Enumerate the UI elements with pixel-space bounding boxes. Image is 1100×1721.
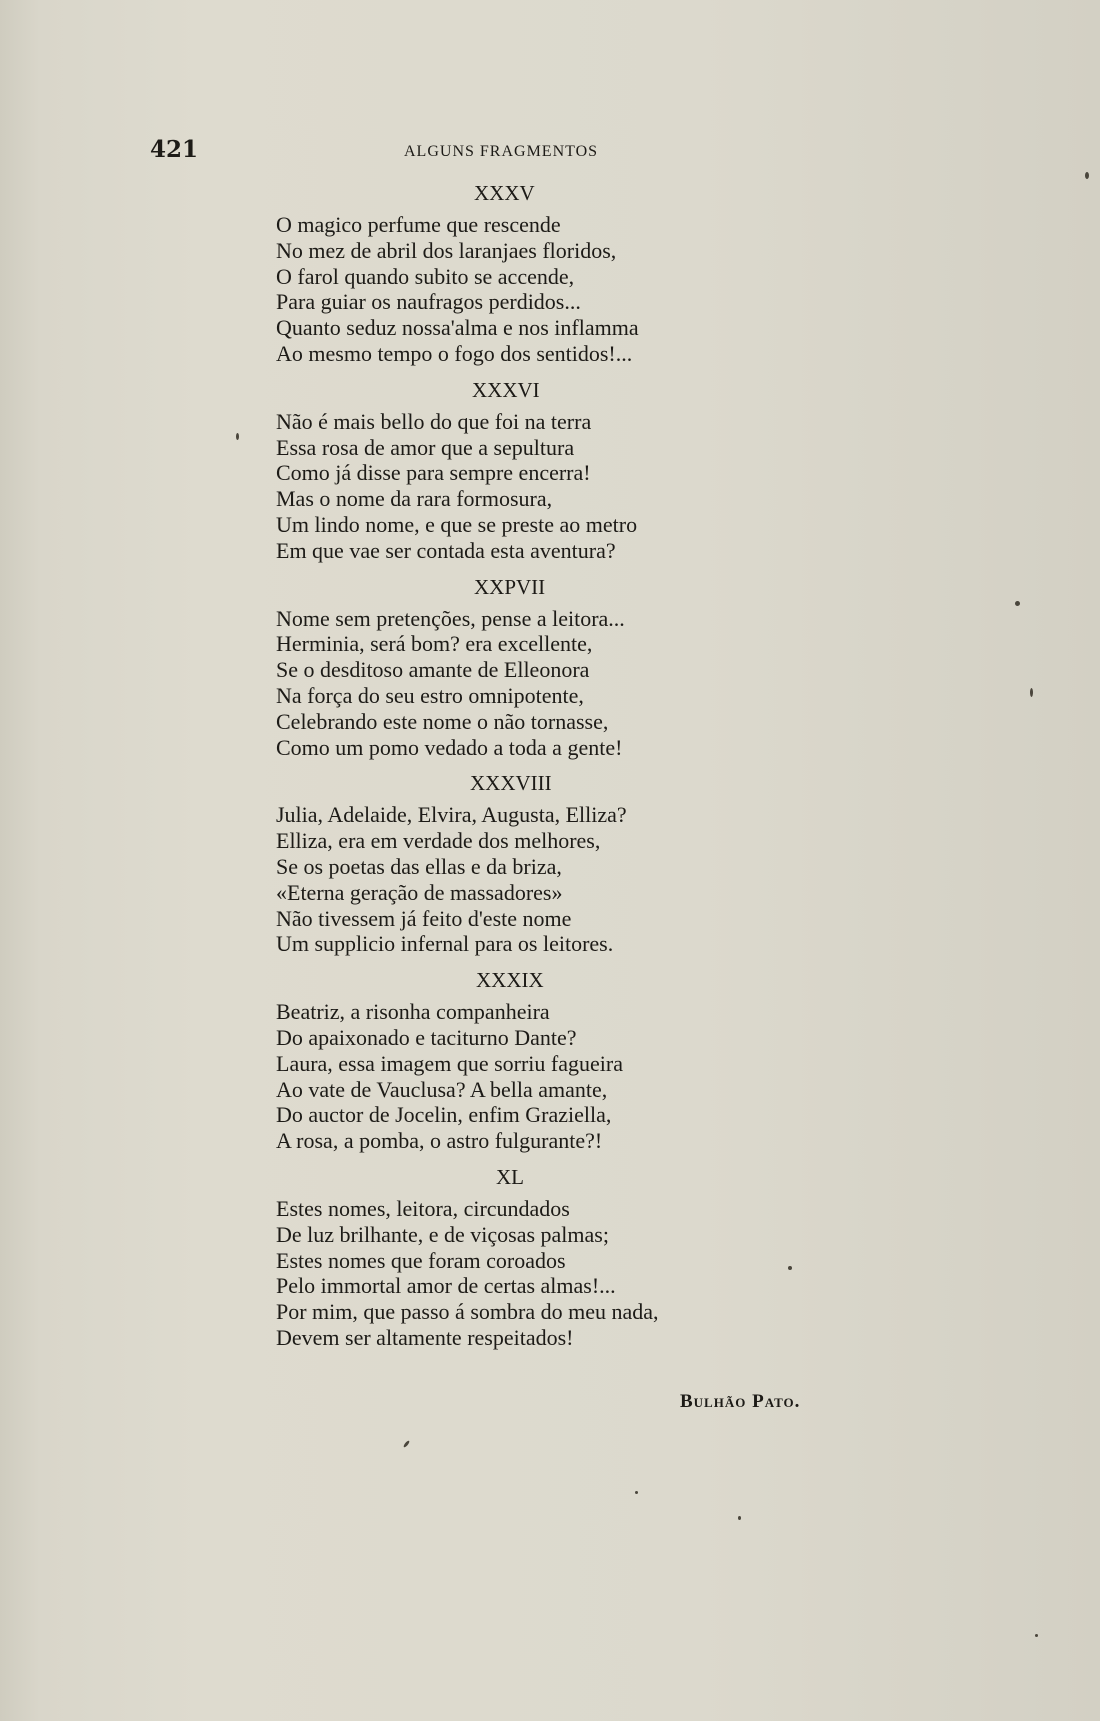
verse-line: Julia, Adelaide, Elvira, Augusta, Elliza? bbox=[276, 802, 627, 828]
verse-line: Do apaixonado e taciturno Dante? bbox=[276, 1024, 577, 1050]
verse-line: Por mim, que passo á sombra do meu nada, bbox=[276, 1299, 659, 1325]
poem bbox=[276, 178, 816, 1359]
verse-line: Estes nomes, leitora, circundados bbox=[276, 1195, 570, 1221]
verse-line: Na força do seu estro omnipotente, bbox=[276, 682, 584, 708]
paper-speck bbox=[1030, 688, 1033, 697]
verse-line: Em que vae ser contada esta aventura? bbox=[276, 537, 616, 563]
paper-speck bbox=[738, 1516, 741, 1520]
paper-speck bbox=[1015, 601, 1020, 606]
verse-line: Para guiar os naufragos perdidos... bbox=[276, 289, 581, 315]
verse-line: A rosa, a pomba, o astro fulgurante?! bbox=[276, 1128, 603, 1154]
stanza bbox=[276, 572, 816, 761]
verse-line: Celebrando este nome o não tornasse, bbox=[276, 708, 609, 734]
verse-line: Do auctor de Jocelin, enfim Graziella, bbox=[276, 1102, 612, 1128]
verse-line: Se os poetas das ellas e da briza, bbox=[276, 853, 562, 879]
stanza-number: XXPVII bbox=[474, 574, 546, 599]
page-number: 421 bbox=[150, 136, 199, 163]
paper-speck bbox=[1035, 1634, 1038, 1637]
verse-line: Um supplicio infernal para os leitores. bbox=[276, 931, 614, 957]
stanza-number: XXXIX bbox=[476, 968, 544, 993]
author-signature: Bulhão Pato. bbox=[680, 1391, 801, 1412]
stanza-number: XXXVIII bbox=[470, 771, 552, 796]
verse-line: Nome sem pretenções, pense a leitora... bbox=[276, 605, 625, 631]
stanza-number: XXXVI bbox=[472, 377, 540, 402]
verse-line: Ao mesmo tempo o fogo dos sentidos!... bbox=[276, 340, 633, 366]
verse-line: Não é mais bello do que foi na terra bbox=[276, 408, 592, 434]
verse-line: Ao vate de Vauclusa? A bella amante, bbox=[276, 1076, 608, 1102]
paper-speck bbox=[1085, 172, 1089, 179]
verse-line: «Eterna geração de massadores» bbox=[276, 879, 563, 905]
verse-line: Beatriz, a risonha companheira bbox=[276, 999, 550, 1025]
verse-line: Como já disse para sempre encerra! bbox=[276, 460, 591, 486]
verse-line: Como um pomo vedado a toda a gente! bbox=[276, 734, 623, 760]
stanza bbox=[276, 768, 816, 957]
running-head: ALGUNS FRAGMENTOS bbox=[404, 143, 599, 160]
stanza bbox=[276, 178, 816, 367]
verse-line: O magico perfume que rescende bbox=[276, 212, 561, 237]
verse-line: Elliza, era em verdade dos melhores, bbox=[276, 828, 601, 854]
verse-line: Herminia, será bom? era excellente, bbox=[276, 631, 593, 657]
verse-line: Pelo immortal amor de certas almas!... bbox=[276, 1273, 616, 1299]
verse-line: Não tivessem já feito d'este nome bbox=[276, 905, 572, 931]
verse-line: Estes nomes que foram coroados bbox=[276, 1247, 566, 1273]
paper-speck bbox=[403, 1440, 410, 1448]
stanza bbox=[276, 1162, 816, 1351]
verse-line: Se o desditoso amante de Elleonora bbox=[276, 657, 590, 683]
verse-line: No mez de abril dos laranjaes floridos, bbox=[276, 237, 617, 263]
verse-line: Devem ser altamente respeitados! bbox=[276, 1324, 574, 1350]
stanza-number: XXXV bbox=[474, 181, 535, 205]
stanza bbox=[276, 375, 816, 564]
verse-line: Um lindo nome, e que se preste ao metro bbox=[276, 511, 638, 537]
stanza bbox=[276, 965, 816, 1154]
verse-line: De luz brilhante, e de viçosas palmas; bbox=[276, 1221, 609, 1247]
verse-line: Quanto seduz nossa'alma e nos inflamma bbox=[276, 315, 639, 341]
paper-speck bbox=[635, 1491, 638, 1494]
verse-line: O farol quando subito se accende, bbox=[276, 263, 575, 289]
verse-line: Laura, essa imagem que sorriu fagueira bbox=[276, 1050, 623, 1076]
verse-line: Essa rosa de amor que a sepultura bbox=[276, 434, 575, 460]
stanza-number: XL bbox=[496, 1164, 524, 1189]
paper-speck bbox=[236, 433, 239, 440]
verse-line: Mas o nome da rara formosura, bbox=[276, 486, 553, 512]
